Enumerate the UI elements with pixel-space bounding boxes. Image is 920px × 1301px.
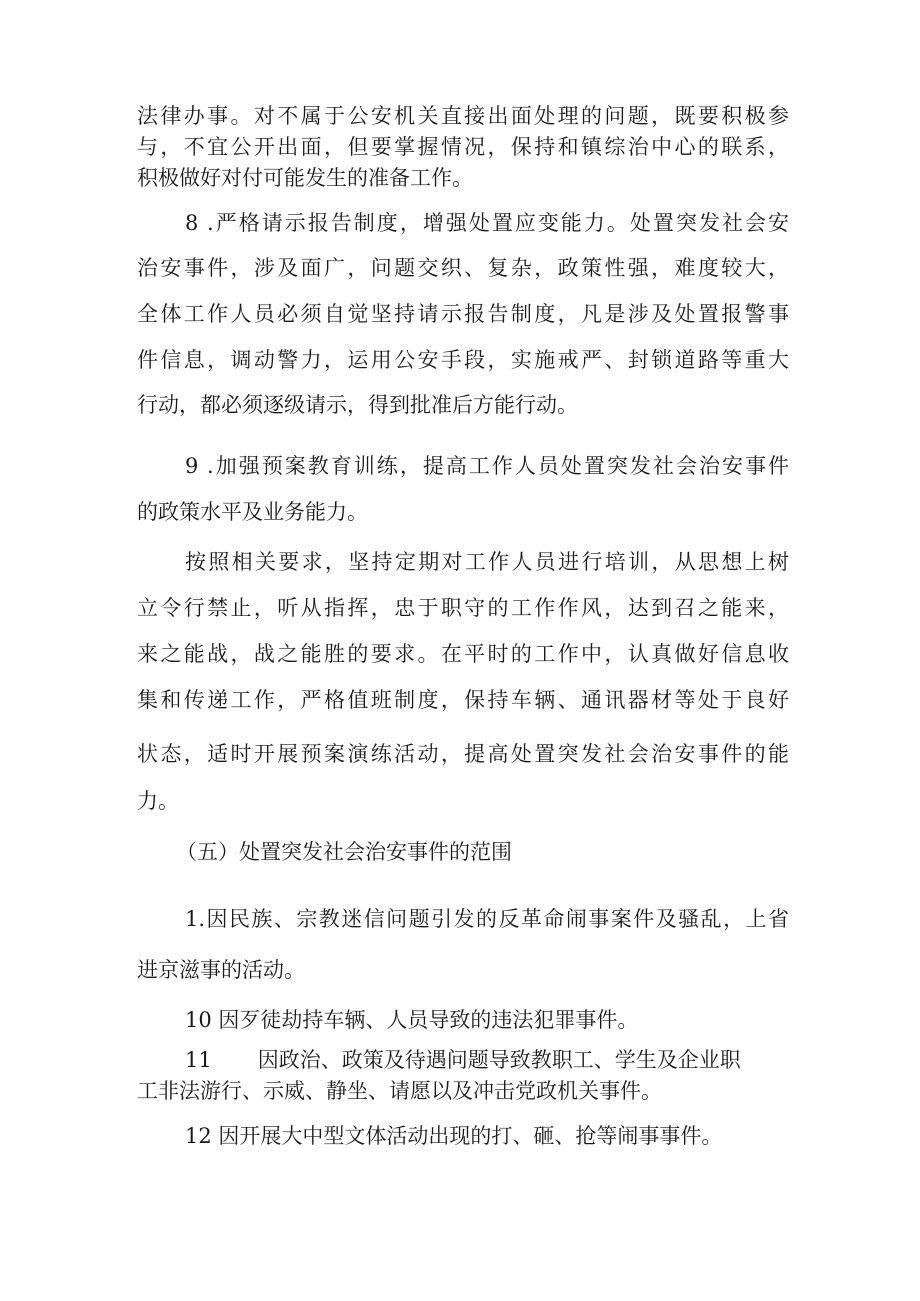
item-9-heading-line: 9 .加强预案教育训练，提高工作人员处置突发社会治安事件: [185, 454, 789, 478]
text-line: 工非法游行、示威、静坐、请愿以及冲击党政机关事件。: [137, 1079, 662, 1103]
text-line: 立令行禁止，听从指挥，忠于职守的工作作风，达到召之能来，: [137, 596, 789, 620]
text-line: 来之能战，战之能胜的要求。在平时的工作中，认真做好信息收: [137, 642, 789, 666]
text-line: 行动，都必须逐级请示，得到批准后方能行动。: [137, 393, 578, 417]
text-line: 全体工作人员必须自觉坚持请示报告制度，凡是涉及处置报警事: [137, 302, 789, 326]
text-line: 件信息，调动警力，运用公安手段，实施戒严、封锁道路等重大: [137, 348, 789, 372]
range-item-11-number: 11: [185, 1048, 212, 1072]
text-line: 进京滋事的活动。: [137, 958, 305, 982]
range-item-12: 12 因开展大中型文体活动出现的打、砸、抢等闹事事件。: [185, 1124, 723, 1148]
text-line: 积极做好对付可能发生的准备工作。: [137, 166, 473, 190]
text-line: 状态，适时开展预案演练活动，提高处置突发社会治安事件的能: [137, 742, 789, 766]
range-item-11-text: 因政治、政策及待遇问题导致教职工、学生及企业职: [257, 1048, 741, 1072]
section-heading: （五）处置突发社会治安事件的范围: [176, 840, 512, 864]
paragraph-first-line: 按照相关要求，坚持定期对工作人员进行培训，从思想上树: [185, 550, 789, 574]
text-line: 法律办事。对不属于公安机关直接出面处理的问题，既要积极参: [137, 104, 789, 128]
item-8-heading-line: 8 .严格请示报告制度，增强处置应变能力。处置突发社会安: [185, 211, 789, 235]
text-line: 的政策水平及业务能力。: [137, 500, 368, 524]
text-line: 集和传递工作，严格值班制度，保持车辆、通讯器材等处于良好: [137, 688, 789, 712]
range-item-11-first-line: [185, 1044, 789, 1076]
text-line: 治安事件，涉及面广，问题交织、复杂，政策性强，难度较大，: [137, 256, 789, 280]
range-item-10: 10 因歹徒劫持车辆、人员导致的违法犯罪事件。: [185, 1008, 639, 1032]
text-line: 力。: [137, 789, 179, 813]
text-line: 与，不宜公开出面，但要掌握情况，保持和镇综治中心的联系，: [137, 135, 789, 159]
range-item-1-line: 1.因民族、宗教迷信问题引发的反革命闹事案件及骚乱，上省: [185, 907, 789, 931]
